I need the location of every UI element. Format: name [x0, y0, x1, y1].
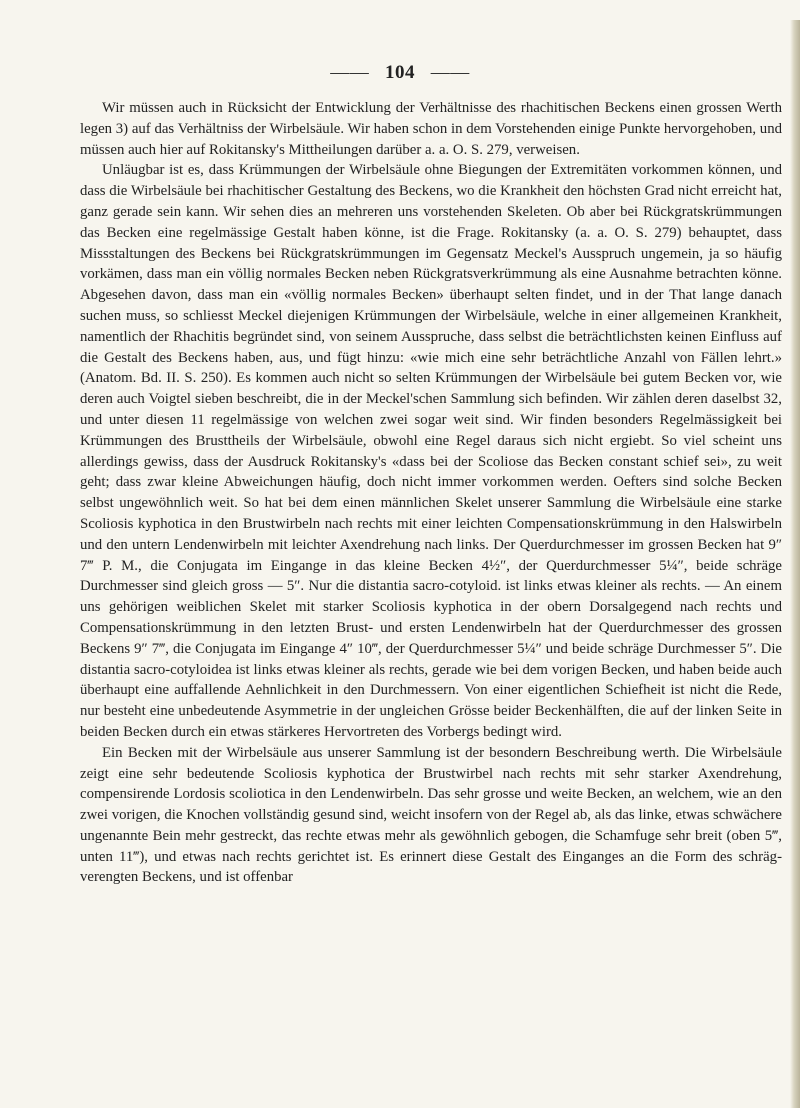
header-dash-left: —— [330, 62, 370, 83]
page-edge-shadow [790, 20, 800, 1108]
paragraph-3: Ein Becken mit der Wirbelsäule aus unserer Sammlung ist der besondern Beschreibung werth. Die Wirbelsäule zeigt eine sehr bedeutende Scoliosis kyphotica der Brustwirbel nach rechts mit sehr starker Axendrehung, compensirende Lordosis scoliotica in den Lendenwirbeln. Das sehr grosse und weite Becken, an welchem, wie an den zwei vorigen, die Knochen vollständig gesund sind, weicht insofern von der Regel ab, als das linke, etwas schwächere ungenannte Bein mehr gestreckt, das rechte etwas mehr als gewöhnlich gebogen, die Schamfuge sehr breit (oben 5‴, unten 11‴), und etwas nach rechts gerichtet ist. Es erinnert diese Gestalt des Einganges an die Form des schräg-verengten Beckens, und ist offenbar [80, 744, 782, 886]
paragraph-1: Wir müssen auch in Rücksicht der Entwicklung der Verhältnisse des rhachitischen Beckens einen grossen Werth legen 3) auf das Verhältniss der Wirbelsäule. Wir haben schon in dem Vorstehenden einige Punkte hervorgehoben, und müssen auch hier auf Rokitansky's Mittheilungen darüber a. a. O. S. 279, verweisen. [80, 100, 782, 158]
page-header [0, 62, 800, 84]
page-number: 104 [385, 62, 415, 83]
body-text [80, 98, 782, 888]
header-dash-right: —— [430, 62, 470, 83]
paragraph-2: Unläugbar ist es, dass Krümmungen der Wirbelsäule ohne Biegungen der Extremitäten vorkommen können, und dass die Wirbelsäule bei rhachitischer Gestaltung des Beckens, wo die Krankheit den höchsten Grad nicht erreicht hat, ganz gerade sein kann. Wir sehen dies an mehreren uns vorstehenden Skeleten. Ob aber bei Rückgratskrümmungen das Becken eine regelmässige Gestalt haben könne, ist die Frage. Rokitansky (a. a. O. S. 279) behauptet, dass Missstaltungen des Beckens bei Rückgratskrümmungen im Gegensatz Meckel's Ausspruch ungemein, ja so häufig vorkämen, dass man ein völlig normales Becken neben Rückgratsverkrümmung als eine Ausnahme betrachten könne. Abgesehen davon, dass man ein «völlig normales Becken» überhaupt selten findet, und in der That lange danach suchen muss, so schliesst Meckel diejenigen Krümmungen der Wirbelsäule, welche in einer allgemeinen Krankheit, namentlich der Rhachitis begründet sind, von seinem Ausspruche, dass selbst die beträchtlichsten keinen Einfluss auf die Gestalt des Beckens haben, aus, und fügt hinzu: «wie mich eine sehr beträchtliche Anzahl von Fällen lehrt.» (Anatom. Bd. II. S. 250). Es kommen auch nicht so selten Krümmungen der Wirbelsäule bei gutem Becken vor, wie deren auch Voigtel sieben beschreibt, die in der Meckel'schen Sammlung sich befinden. Wir zählen deren daselbst 32, und unter diesen 11 regelmässige von welchen zwei sogar weit sind. Wir finden besonders Regelmässigkeit bei Krümmungen des Brusttheils der Wirbelsäule, obwohl eine Regel daraus sich nicht ergiebt. So viel scheint uns allerdings gewiss, dass der Ausdruck Rokitansky's «dass bei der Scoliose das Becken constant schief sei», zu weit geht; dass zwar kleine Abweichungen häufig, doch nicht immer vorkommen werden. Oefters sind solche Becken selbst ungewöhnlich weit. So hat bei dem einen männlichen Skelet unserer Sammlung die Wirbelsäule eine starke Scoliosis kyphotica in den Brustwirbeln nach rechts mit einer leichten Compensationskrümmung in den Halswirbeln und den untern Lendenwirbeln mit leichter Axendrehung nach links. Der Querdurchmesser im grossen Becken hat 9″ 7‴ P. M., die Conjugata im Eingange in das kleine Becken 4½″, der Querdurchmesser 5¼″, beide schräge Durchmesser sind gleich gross — 5″. Nur die distantia sacro-cotyloid. ist links etwas kleiner als rechts. — An einem uns gehörigen weiblichen Skelet mit starker Scoliosis kyphotica in der obern Dorsalgegend nach rechts und Compensationskrümmung in den letzten Brust- und ersten Lendenwirbeln hat der Querdurchmesser des grossen Beckens 9″ 7‴, die Conjugata im Eingange 4″ 10‴, der Querdurchmesser 5¼″ und beide schräge Durchmesser 5″. Die distantia sacro-cotyloidea ist links etwas kleiner als rechts, gerade wie bei dem vorigen Becken, und haben beide auch überhaupt eine auffallende Aehnlichkeit in den Durchmessern. Von einer eigentlichen Schiefheit ist nicht die Rede, nur besteht eine unbedeutende Asymmetrie in der ungleichen Grösse beider Beckenhälften, die auf der linken Seite in beiden Becken durch ein etwas stärkeres Hervortreten des Vorbergs bedingt wird. [80, 162, 782, 740]
